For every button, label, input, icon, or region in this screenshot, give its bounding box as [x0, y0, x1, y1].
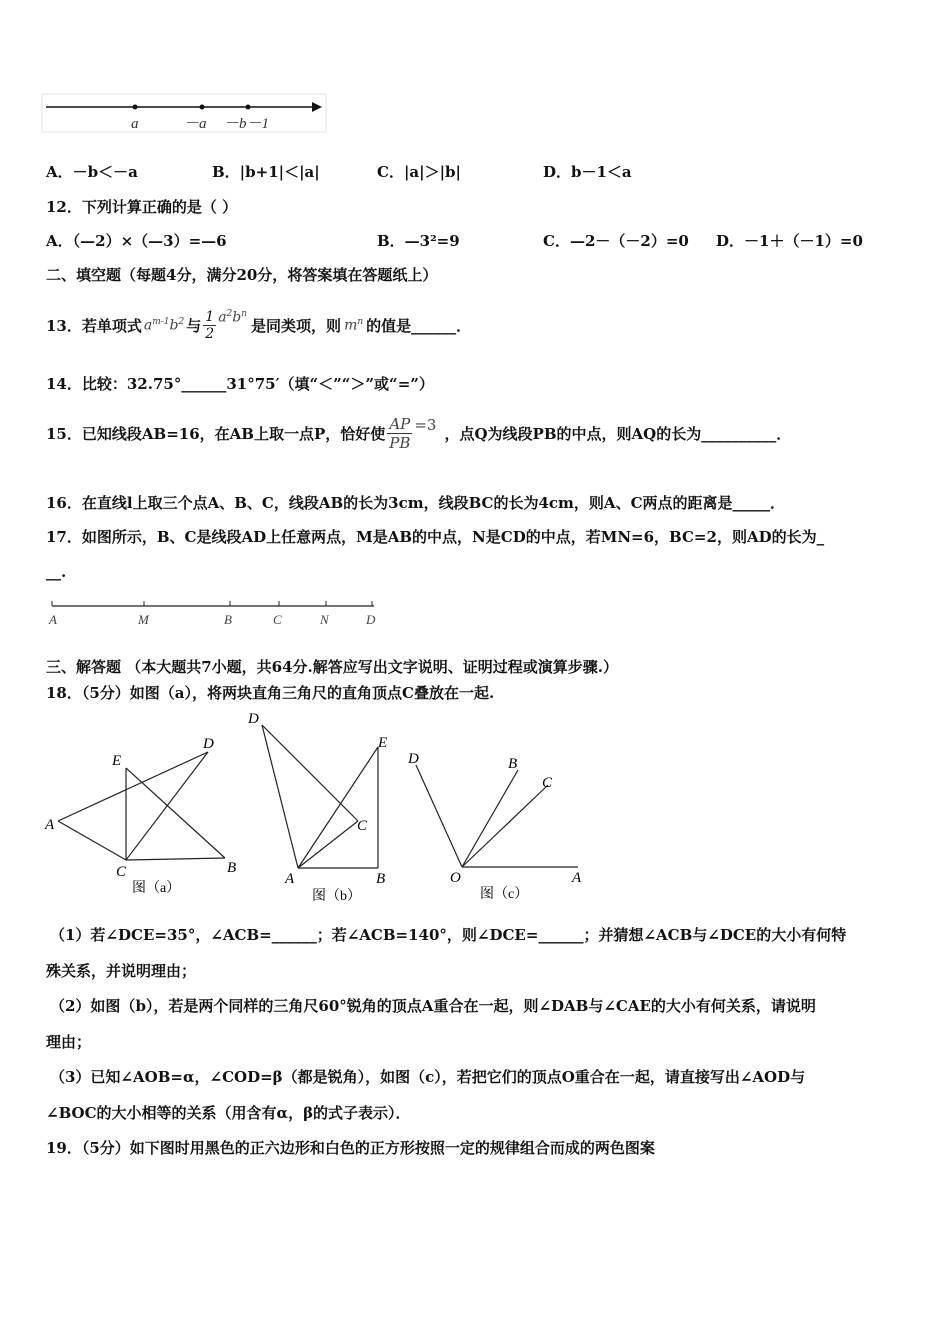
fig-c-label-b: B: [508, 756, 518, 772]
fig-b-caption: 图（b）: [312, 889, 361, 904]
fig-c-label-a: A: [572, 870, 582, 886]
fig-c-label-o: O: [450, 870, 461, 886]
label-seg-b: B: [224, 612, 232, 627]
q18-part3-line2: ∠BOC的大小相等的关系（用含有α，β的式子表示）．: [46, 1104, 411, 1122]
q14: 14．比较：32.75°______31°75′（填“＜”“＞”或“=”）: [46, 375, 434, 393]
fig-b-label-e: E: [378, 735, 388, 751]
q13-fraction: [203, 309, 216, 342]
q12-option-d: D．－1＋（－1）=0: [716, 232, 863, 250]
q12-option-c: C．—2－（－2）=0: [543, 232, 689, 250]
q13-end: 的值是______．: [366, 316, 472, 335]
q15-post: ，点Q为线段PB的中点，则AQ的长为__________．: [444, 424, 792, 443]
q12-option-b: B．—3²=9: [377, 232, 460, 250]
fig-a-label-a: A: [45, 817, 55, 833]
q13-term3: $m^n$: [344, 316, 364, 334]
q15-eq: =3: [414, 416, 437, 434]
label-seg-d: D: [366, 612, 376, 627]
fig-a-label-e: E: [112, 753, 122, 769]
q11-option-c: C．|a|＞|b|: [377, 163, 461, 181]
q18-figure-b: [240, 705, 410, 905]
fig-b-label-c: C: [357, 818, 368, 834]
fig-c-label-d: D: [408, 751, 419, 767]
q18-figure-c: [400, 740, 600, 910]
label-seg-m: M: [138, 612, 149, 627]
q12-option-a: A．（—2）×（—3）=—6: [46, 232, 227, 250]
q18-figure-a: [40, 730, 250, 900]
q12-stem: 12．下列计算正确的是（ ）: [46, 198, 238, 216]
q13: [46, 300, 471, 350]
q13-mid: 与: [186, 316, 202, 335]
point-a: [133, 105, 138, 110]
q18-part3-line1: （3）已知∠AOB=α，∠COD=β（都是锐角），如图（c），若把它们的顶点O重合在一起，请直接写出∠AOD与: [50, 1068, 806, 1086]
q13-frac-num: 1: [205, 308, 215, 325]
point-neg-a: [200, 105, 205, 110]
q15-pre: 15．已知线段AB=16，在AB上取一点P，恰好使: [46, 424, 386, 443]
fig-c-caption: 图（c）: [480, 887, 529, 902]
label-seg-a: A: [49, 612, 57, 627]
fig-b-label-b: B: [376, 871, 386, 887]
q16: 16．在直线l上取三个点A、B、C，线段AB的长为3cm，线段BC的长为4cm，则A、C两点的距离是_____．: [46, 494, 786, 512]
section2-heading: 二、填空题（每题4分，满分20分，将答案填在答题纸上）: [46, 266, 438, 284]
q15: [46, 408, 791, 458]
label-seg-n: N: [320, 612, 329, 627]
q17-line1: 17．如图所示，B、C是线段AD上任意两点，M是AB的中点，N是CD的中点，若MN=6，BC=2，则AD的长为_: [46, 528, 825, 546]
q15-frac-den: PB: [389, 433, 411, 452]
point-neg-b-1: [246, 105, 251, 110]
q17-segment-figure: [44, 596, 389, 630]
q15-frac-num: AP: [387, 415, 412, 434]
q18-stem: 18．（5分）如图（a），将两块直角三角尺的直角顶点C叠放在一起.: [46, 684, 495, 702]
q18-part2-line2: 理由；: [46, 1033, 92, 1051]
q13-pre: 13．若单项式: [46, 316, 142, 335]
label-neg-a: －a: [184, 116, 207, 132]
q15-fraction: [387, 415, 412, 452]
fig-b-label-d: D: [248, 711, 259, 727]
q11-option-b: B．|b+1|＜|a|: [212, 163, 320, 181]
fig-a-caption: 图（a）: [132, 881, 181, 896]
fig-a-label-d: D: [203, 736, 214, 752]
fig-a-label-c: C: [116, 864, 127, 880]
label-neg-b-1: －b－1: [224, 116, 270, 132]
q19-stem: 19．（5分）如下图时用黑色的正六边形和白色的正方形按照一定的规律组合而成的两色图案: [46, 1139, 655, 1157]
q18-part2-line1: （2）如图（b），若是两个同样的三角尺60°锐角的顶点A重合在一起，则∠DAB与∠CAE的大小有何关系，请说明: [50, 997, 816, 1015]
fig-a-label-b: B: [227, 860, 237, 876]
q17-line2: __.: [46, 563, 67, 581]
q13-post: 是同类项，则: [251, 316, 342, 335]
q13-term2-tail: $a^2b^n$: [218, 308, 248, 326]
fig-c-label-c: C: [542, 775, 553, 791]
label-seg-c: C: [273, 612, 282, 627]
q18-part1-line2: 殊关系，并说明理由；: [46, 962, 197, 980]
section3-heading: 三、解答题 （本大题共7小题，共64分.解答应写出文字说明、证明过程或演算步骤.）: [46, 658, 618, 676]
q13-frac-den: 2: [205, 325, 215, 342]
q11-option-a: A．－b＜－a: [46, 163, 138, 181]
fig-b-label-a: A: [285, 871, 295, 887]
q11-option-d: D．b－1＜a: [543, 163, 632, 181]
q18-part1-line1: （1）若∠DCE=35°，∠ACB=______；若∠ACB=140°，则∠DCE=______；并猜想∠ACB与∠DCE的大小有何特: [50, 926, 847, 944]
q13-term1: $a^{m-1}b^2$: [143, 316, 185, 334]
label-a: a: [131, 116, 139, 132]
number-line-figure: [40, 92, 330, 137]
